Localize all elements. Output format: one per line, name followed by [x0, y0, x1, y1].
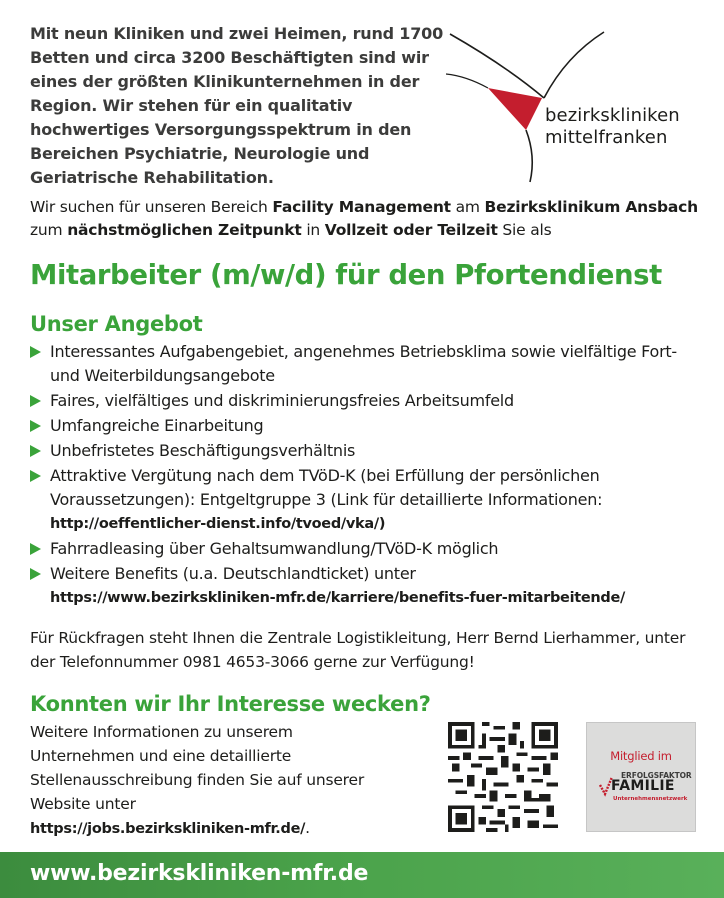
search-text-3: zum — [30, 221, 68, 239]
bullet-arrow-icon — [30, 346, 41, 358]
interest-text-block — [30, 720, 370, 841]
list-item — [30, 389, 710, 413]
bullet-arrow-icon — [30, 470, 41, 482]
search-text-2: am — [450, 198, 485, 216]
list-item — [30, 562, 710, 610]
search-text-5: Sie als — [497, 221, 552, 239]
bullet-arrow-icon — [30, 395, 41, 407]
search-text-4: in — [301, 221, 325, 239]
offer-item-text: Attraktive Vergütung nach dem TVöD-K (bei Erfüllung der persönlichen Voraussetzungen): Entgeltgruppe 3 (Link für detaillierte Informationen: — [50, 466, 603, 509]
list-item — [30, 537, 710, 561]
footer-url-link[interactable]: www.bezirkskliniken-mfr.de — [30, 861, 369, 886]
footer-bar — [0, 852, 724, 898]
offer-heading: Unser Angebot — [30, 312, 203, 336]
interest-text: Weitere Informationen zu unserem Unternehmen und eine detaillierte Stellenausschreibung finden Sie auf unserer Website unter — [30, 723, 364, 813]
search-bold-3: nächstmöglichen Zeitpunkt — [67, 221, 302, 239]
list-item — [30, 439, 710, 463]
bullet-arrow-icon — [30, 420, 41, 432]
offer-item-text: Fahrradleasing über Gehaltsumwandlung/TVöD-K möglich — [50, 539, 499, 558]
badge-network-text: Unternehmensnetzwerk — [613, 796, 688, 802]
search-bold-1: Facility Management — [272, 198, 451, 216]
search-bold-4: Vollzeit oder Teilzeit — [324, 221, 498, 239]
bullet-arrow-icon — [30, 445, 41, 457]
search-sentence — [30, 196, 700, 242]
bullet-arrow-icon — [30, 543, 41, 555]
offer-list — [30, 340, 710, 611]
list-item — [30, 340, 710, 388]
search-text-1: Wir suchen für unseren Bereich — [30, 198, 273, 216]
job-title: Mitarbeiter (m/w/d) für den Pfortendienst — [30, 259, 662, 291]
list-item — [30, 464, 710, 536]
logo-line-2: mittelfranken — [545, 127, 668, 148]
interest-suffix: . — [305, 819, 310, 837]
logo-line-1: bezirkskliniken — [545, 105, 680, 126]
tvoed-link[interactable]: http://oeffentlicher-dienst.info/tvoed/vka/) — [50, 516, 386, 532]
offer-item-text: Interessantes Aufgabengebiet, angenehmes Betriebsklima sowie vielfältige Fort- und Weiterbildungsangebote — [50, 342, 677, 385]
benefits-link[interactable]: https://www.bezirkskliniken-mfr.de/karriere/benefits-fuer-mitarbeitende/ — [50, 590, 626, 606]
offer-item-text: Unbefristetes Beschäftigungsverhältnis — [50, 441, 356, 460]
jobs-link[interactable]: https://jobs.bezirkskliniken-mfr.de/ — [30, 821, 306, 837]
erfolgsfaktor-familie-badge — [586, 722, 696, 832]
list-item — [30, 414, 710, 438]
intro-text: Mit neun Kliniken und zwei Heimen, rund 1700 Betten und circa 3200 Beschäftigten sind wir eines der größten Klinikunternehmen in der Region. Wir stehen für ein qualitativ hochwertiges Versorgungsspektrum in den Bereichen Psychiatrie, Neurologie und Geriatrische Rehabilitation. — [30, 24, 444, 187]
badge-member-text: Mitglied im — [610, 749, 672, 763]
offer-item-text: Umfangreiche Einarbeitung — [50, 416, 264, 435]
search-bold-2: Bezirksklinikum Ansbach — [484, 198, 698, 216]
contact-text: Für Rückfragen steht Ihnen die Zentrale Logistikleitung, Herr Bernd Lierhammer, unter der Telefonnummer 0981 4653-3066 gerne zur Verfügung! — [30, 629, 686, 671]
badge-familie-text: FAMILIE — [611, 778, 675, 794]
badge-erfolgsfaktor-text: ERFOLGSFAKTOR — [621, 771, 692, 780]
logo-wordmark — [545, 105, 680, 149]
offer-item-text: Faires, vielfältiges und diskriminierungsfreies Arbeitsumfeld — [50, 391, 514, 410]
interest-heading: Konnten wir Ihr Interesse wecken? — [30, 692, 431, 716]
qr-code-icon[interactable] — [448, 722, 558, 832]
offer-item-text: Weitere Benefits (u.a. Deutschlandticket) unter — [50, 564, 416, 583]
bullet-arrow-icon — [30, 568, 41, 580]
